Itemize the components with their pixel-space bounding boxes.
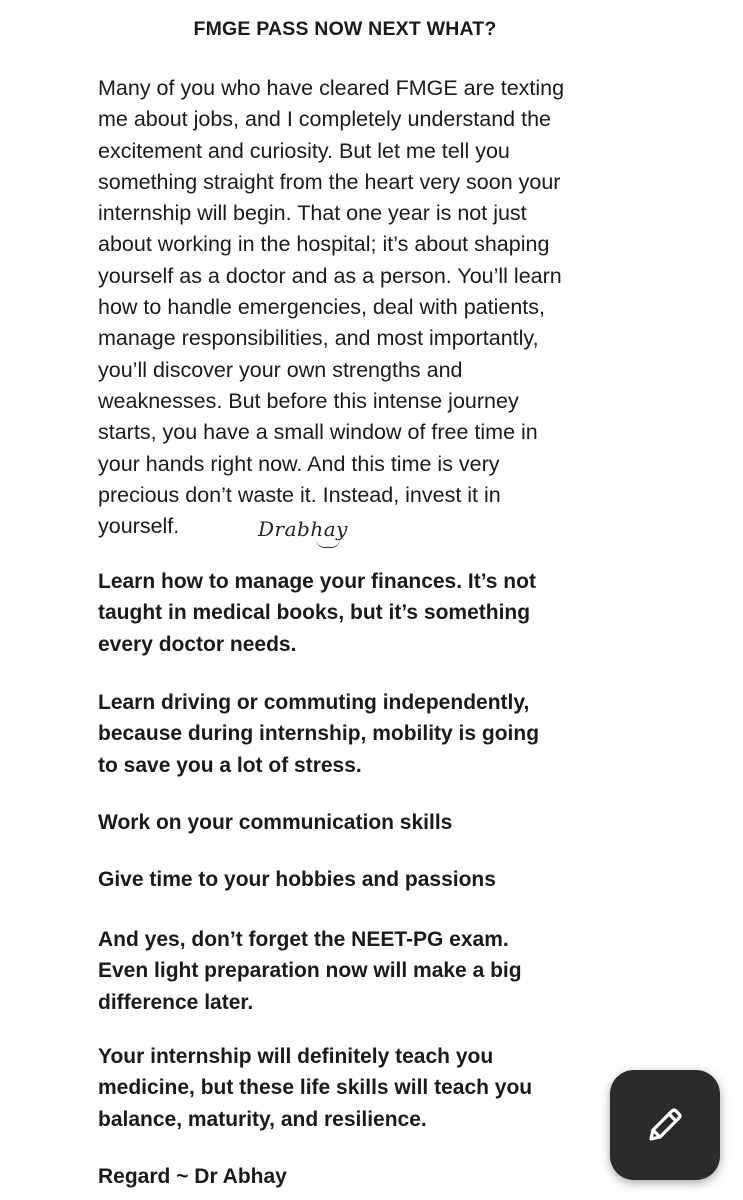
tip-line: every doctor needs. xyxy=(98,632,297,656)
intro-line: about working in the hospital; it’s about shaping xyxy=(98,232,550,257)
tip-line: difference later. xyxy=(98,990,254,1014)
intro-line: manage responsibilities, and most importantly, xyxy=(98,326,539,351)
tip-line: Regard ~ Dr Abhay xyxy=(98,1165,287,1188)
intro-line: something straight from the heart very soon your xyxy=(98,169,561,194)
tip-line: Learn how to manage your finances. It’s not xyxy=(98,570,536,593)
intro-line: me about jobs, and I completely understand the xyxy=(98,107,551,132)
sign-off xyxy=(98,1161,658,1192)
tip-line: to save you a lot of stress. xyxy=(98,753,362,777)
intro-line: excitement and curiosity. But let me tell you xyxy=(98,138,510,163)
intro-line: Many of you who have cleared FMGE are texting xyxy=(98,76,565,100)
tip-line: Work on your communication skills xyxy=(98,811,453,834)
signature-flourish xyxy=(316,539,340,548)
pencil-icon xyxy=(643,1103,687,1147)
tip-driving xyxy=(98,687,658,781)
intro-line: yourself as a doctor and as a person. You’ll learn xyxy=(98,263,562,288)
tip-line: Your internship will definitely teach you xyxy=(98,1045,494,1068)
intro-line: starts, you have a small window of free time in xyxy=(98,420,538,445)
intro-paragraph xyxy=(98,73,658,542)
tip-hobbies xyxy=(98,864,658,895)
handwritten-signature: Drabhay xyxy=(258,517,348,541)
intro-line: your hands right now. And this time is very xyxy=(98,451,500,476)
tip-line: medicine, but these life skills will teach you xyxy=(98,1076,533,1100)
tip-neet-pg xyxy=(98,924,658,1018)
tip-line: because during internship, mobility is going xyxy=(98,722,540,746)
tip-line: balance, maturity, and resilience. xyxy=(98,1107,427,1131)
tip-line: Even light preparation now will make a big xyxy=(98,959,522,983)
tip-communication xyxy=(98,807,658,838)
intro-line: precious don’t waste it. Instead, invest it in xyxy=(98,482,501,507)
tip-line: taught in medical books, but it’s something xyxy=(98,601,531,625)
intro-line: how to handle emergencies, deal with patients, xyxy=(98,295,545,320)
document-title: FMGE PASS NOW NEXT WHAT? xyxy=(193,18,497,40)
tip-line: And yes, don’t forget the NEET-PG exam. xyxy=(98,928,509,951)
intro-line: internship will begin. That one year is not just xyxy=(98,201,527,226)
intro-line: yourself. xyxy=(98,514,180,539)
intro-line: weaknesses. But before this intense journey xyxy=(98,388,519,413)
edit-fab-button[interactable] xyxy=(610,1070,720,1180)
tip-finances xyxy=(98,566,658,660)
intro-line: you’ll discover your own strengths and xyxy=(98,357,463,382)
tip-line: Give time to your hobbies and passions xyxy=(98,868,496,891)
tip-line: Learn driving or commuting independently, xyxy=(98,691,530,714)
closing-paragraph xyxy=(98,1041,658,1135)
